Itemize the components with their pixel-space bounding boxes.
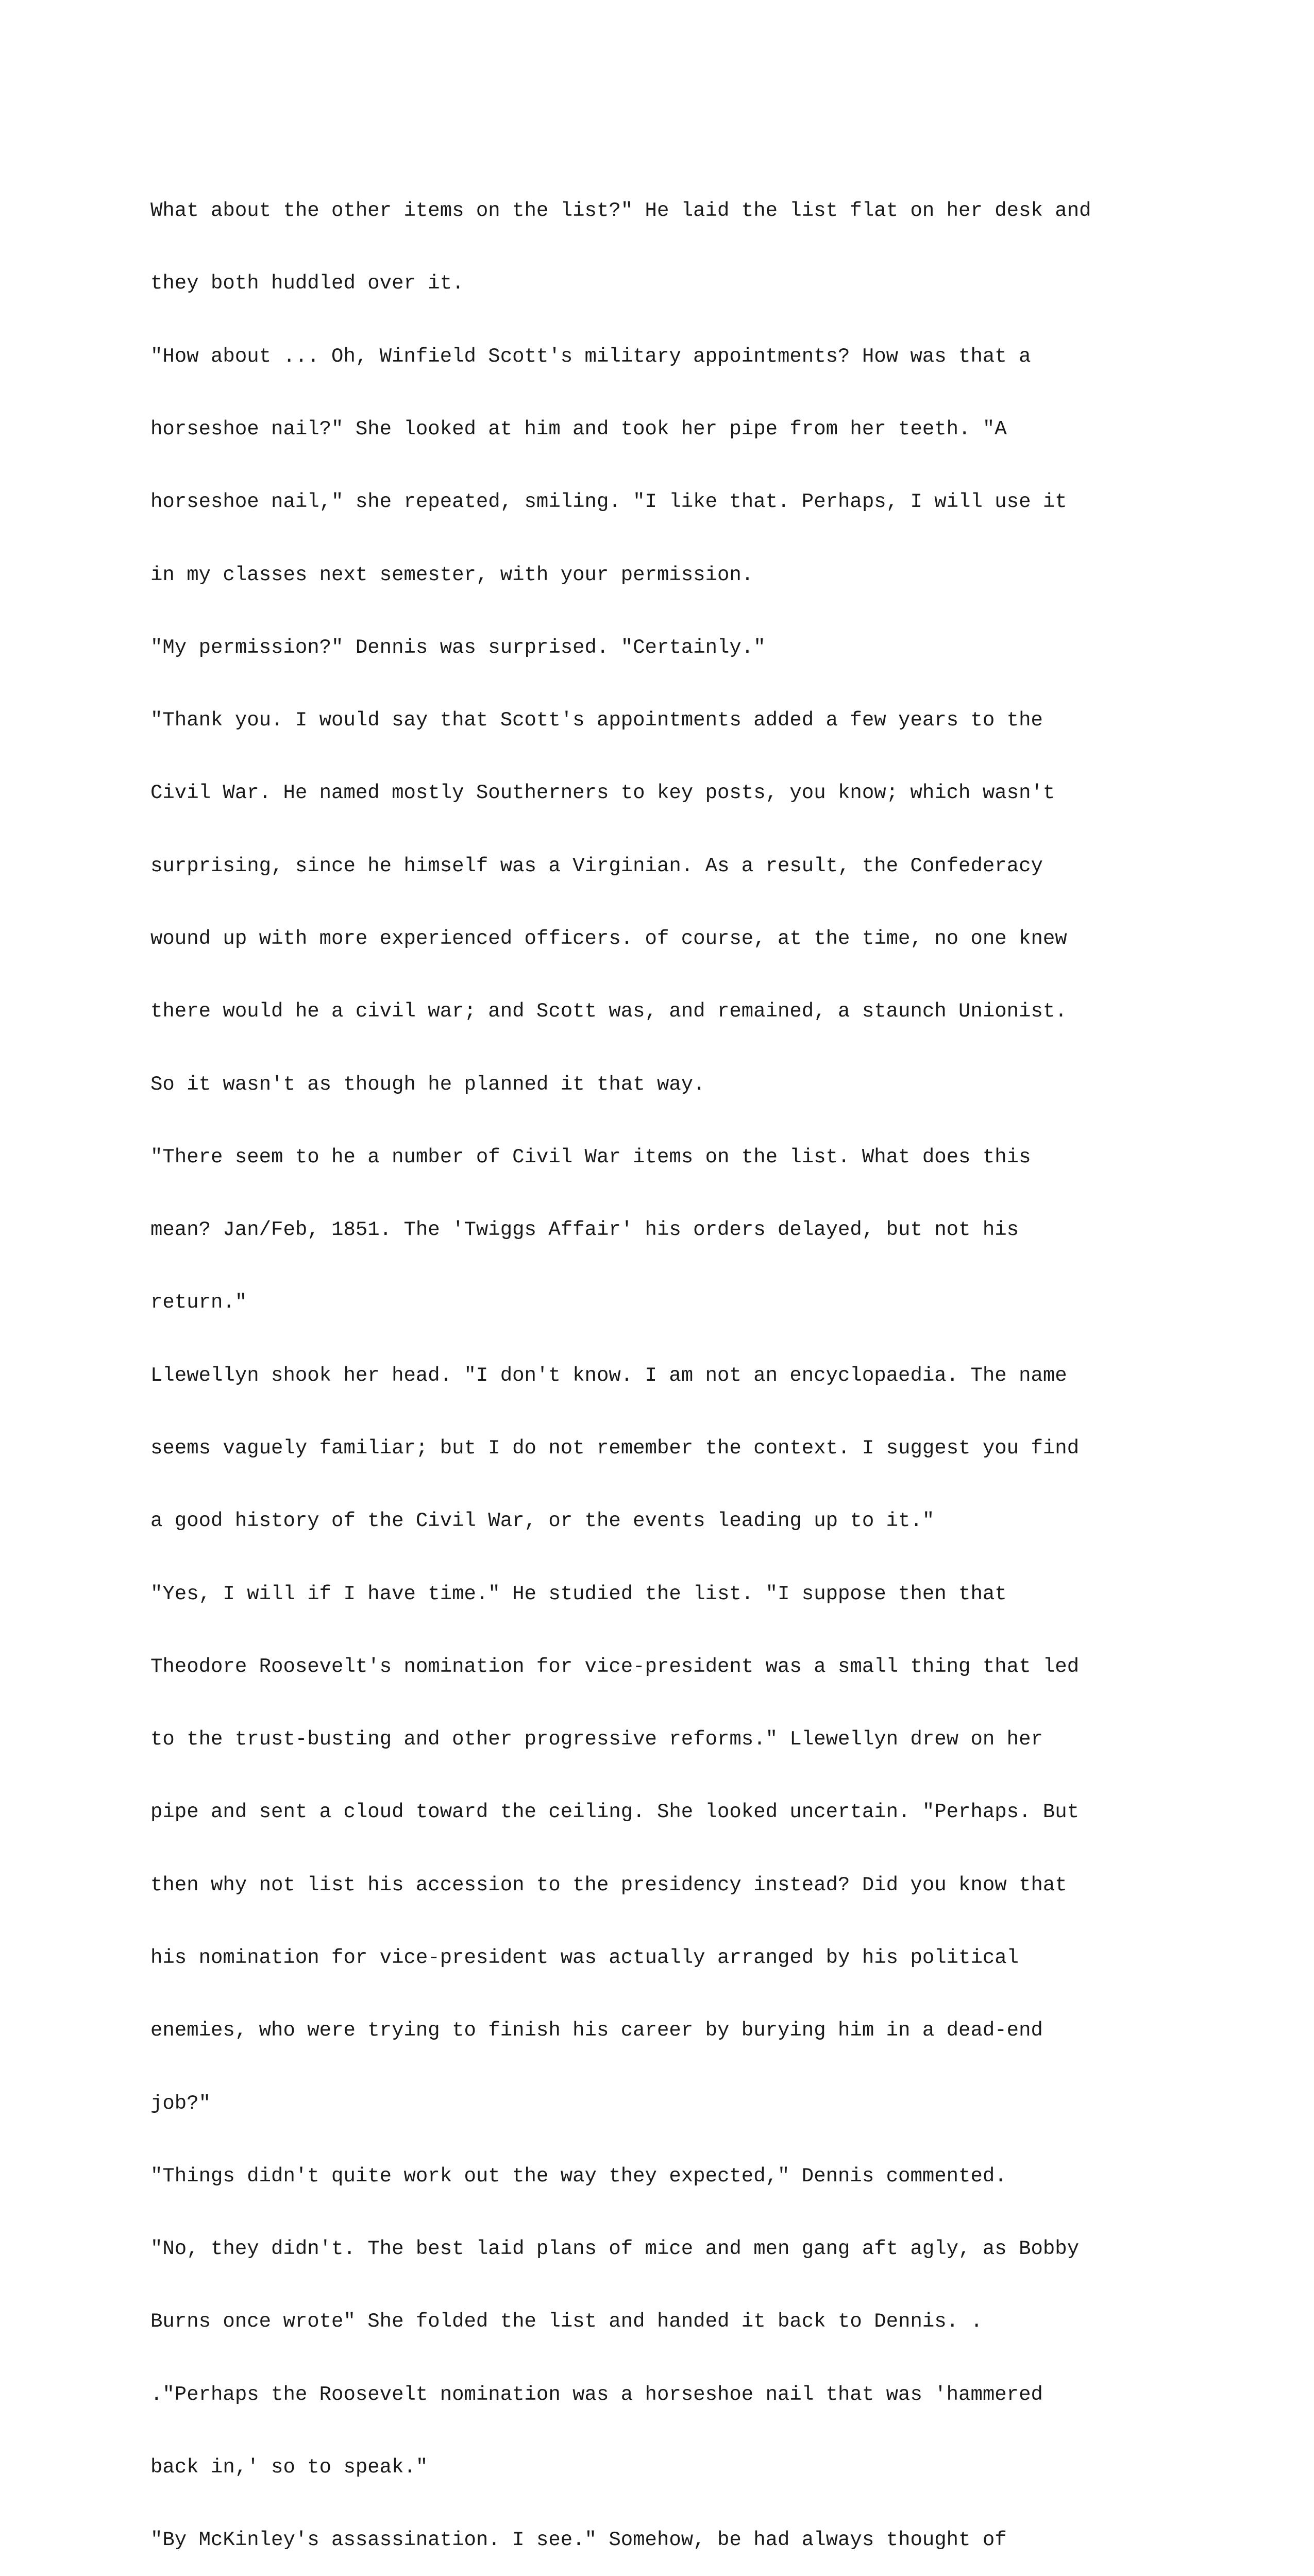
text-line: enemies, who were trying to finish his career by burying him in a dead-end (150, 2019, 1043, 2042)
text-line: What about the other items on the list?" He laid the list flat on her desk and (150, 199, 1091, 223)
text-line: back in,' so to speak." (150, 2455, 428, 2479)
document-page (150, 150, 1181, 2576)
text-line: return." (150, 1291, 247, 1314)
text-line: job?" (150, 2092, 211, 2115)
text-line: horseshoe nail?" She looked at him and took her pipe from her teeth. "A (150, 418, 1007, 441)
text-line: So it wasn't as though he planned it that way. (150, 1073, 705, 1096)
text-line: "How about ... Oh, Winfield Scott's military appointments? How was that a (150, 345, 1031, 368)
text-line: "No, they didn't. The best laid plans of mice and men gang aft agly, as Bobby (150, 2238, 1080, 2261)
text-line: Burns once wrote" She folded the list and handed it back to Dennis. . (150, 2310, 983, 2333)
text-line: to the trust-busting and other progressive reforms." Llewellyn drew on her (150, 1728, 1043, 1751)
text-line: wound up with more experienced officers. of course, at the time, no one knew (150, 927, 1067, 950)
text-line: then why not list his accession to the presidency instead? Did you know that (150, 1873, 1067, 1896)
text-line: Llewellyn shook her head. "I don't know. I am not an encyclopaedia. The name (150, 1364, 1067, 1387)
text-line: "My permission?" Dennis was surprised. "Certainly." (150, 636, 766, 659)
text-line: Civil War. He named mostly Southerners to key posts, you know; which wasn't (150, 782, 1055, 805)
text-line: a good history of the Civil War, or the events leading up to it." (150, 1510, 935, 1533)
text-line: "By McKinley's assassination. I see." Somehow, be had always thought of (150, 2529, 1007, 2552)
text-line: there would he a civil war; and Scott was, and remained, a staunch Unionist. (150, 1000, 1067, 1023)
text-line: pipe and sent a cloud toward the ceiling. She looked uncertain. "Perhaps. But (150, 1801, 1080, 1824)
text-line: ."Perhaps the Roosevelt nomination was a horseshoe nail that was 'hammered (150, 2383, 1043, 2406)
text-line: his nomination for vice-president was actually arranged by his political (150, 1946, 1019, 1969)
text-line: "Thank you. I would say that Scott's appointments added a few years to the (150, 709, 1043, 732)
text-line: horseshoe nail," she repeated, smiling. "I like that. Perhaps, I will use it (150, 490, 1067, 514)
text-line: "Things didn't quite work out the way they expected," Dennis commented. (150, 2164, 1007, 2188)
text-line: in my classes next semester, with your permission. (150, 563, 754, 586)
text-line: surprising, since he himself was a Virginian. As a result, the Confederacy (150, 854, 1043, 877)
text-line: they both huddled over it. (150, 272, 464, 295)
text-line: "There seem to he a number of Civil War items on the list. What does this (150, 1145, 1031, 1168)
text-line: "Yes, I will if I have time." He studied the list. "I suppose then that (150, 1582, 1007, 1605)
text-line: Theodore Roosevelt's nomination for vice-president was a small thing that led (150, 1655, 1080, 1678)
text-line: seems vaguely familiar; but I do not remember the context. I suggest you find (150, 1436, 1080, 1460)
text-line: mean? Jan/Feb, 1851. The 'Twiggs Affair' his orders delayed, but not his (150, 1218, 1019, 1242)
